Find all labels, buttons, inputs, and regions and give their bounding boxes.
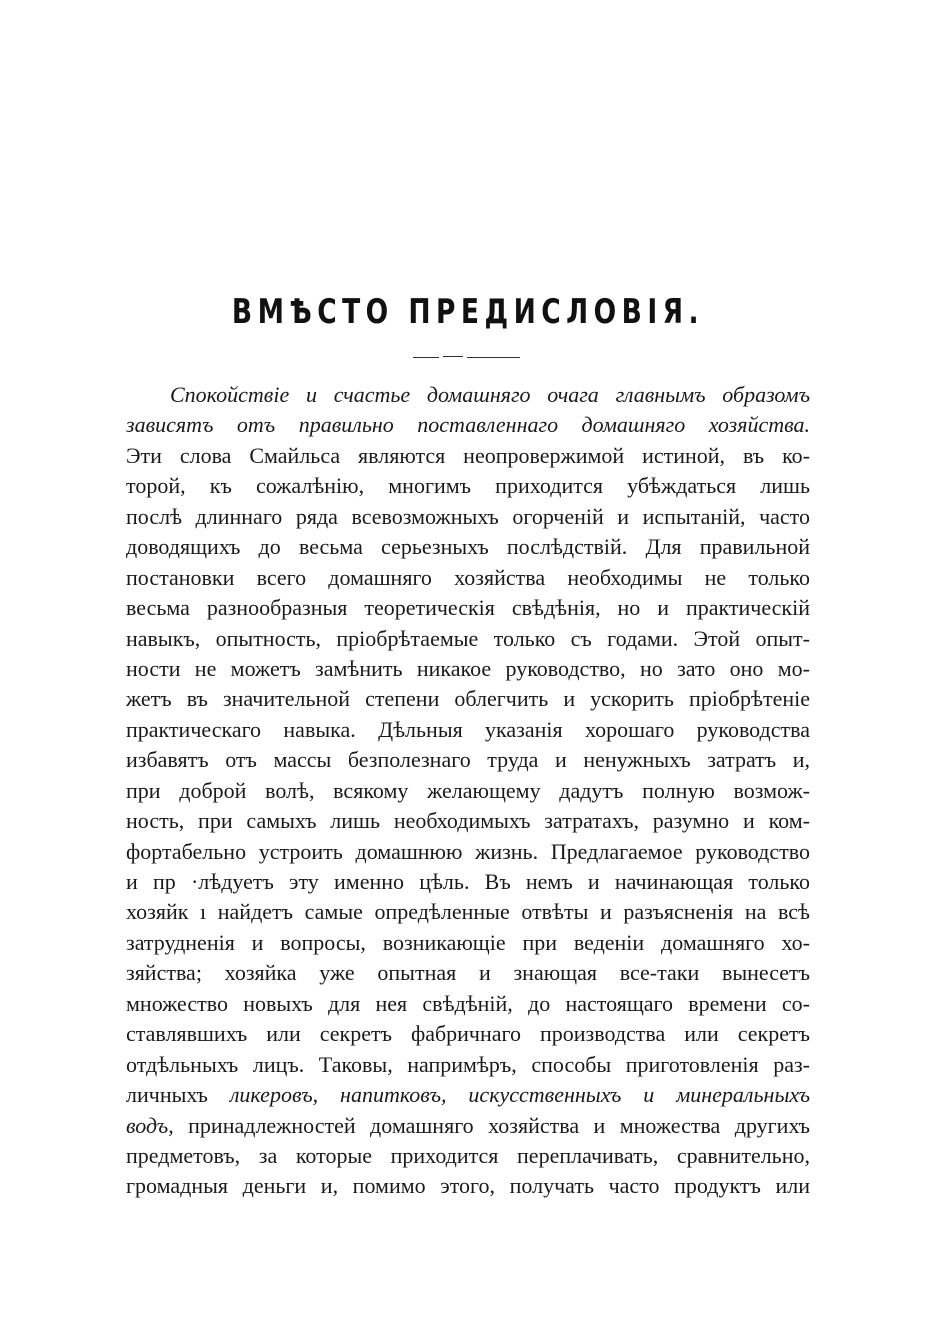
italic-text: ликеровъ, напитковъ, искусственныхъ и минеральныхъ	[229, 1082, 810, 1108]
title-divider	[413, 356, 520, 358]
text-segment: фортабельно устроить домашнюю жизнь. Предлагаемое руководство	[126, 838, 810, 864]
text-line	[126, 1171, 810, 1201]
text-segment: и пр ·лѣдуетъ эту именно цѣль. Въ немъ и начинающая только	[126, 869, 810, 894]
text-line	[126, 410, 810, 440]
text-segment: принадлежностей домашняго хозяйства и множества другихъ	[173, 1112, 810, 1138]
italic-text: зависятъ отъ правильно поставленнаго домашняго хозяйства.	[126, 412, 810, 438]
text-segment: избавятъ отъ массы безполезнаго труда и ненужныхъ затратъ и,	[126, 747, 810, 773]
text-segment: хозяйк ı найдетъ самые опредѣленные отвѣты и разъясненія на всѣ	[126, 899, 810, 925]
text-segment: затрудненія и вопросы, возникающіе при веденіи домашняго хо-	[126, 929, 810, 955]
text-line	[126, 1050, 810, 1080]
text-segment: громадныя деньги и, помимо этого, получать часто продуктъ или	[126, 1173, 810, 1199]
text-segment: практическаго навыка. Дѣльныя указанія хорошаго руководства	[126, 716, 810, 742]
text-line	[126, 1080, 810, 1110]
preface-text	[126, 380, 810, 1202]
text-line	[126, 928, 810, 958]
text-segment: постановки всего домашняго хозяйства необходимы не только	[126, 564, 810, 590]
text-line	[126, 684, 810, 714]
text-line	[126, 867, 810, 897]
text-line	[126, 441, 810, 471]
text-line	[126, 837, 810, 867]
text-line	[126, 989, 810, 1019]
text-segment: весьма разнообразныя теоретическія свѣдѣнія, но и практическій	[126, 595, 810, 621]
text-segment: ность, при самыхъ лишь необходимыхъ затратахъ, разумно и ком-	[126, 808, 810, 834]
text-line	[126, 958, 810, 988]
text-line	[126, 776, 810, 806]
text-segment: навыкъ, опытность, пріобрѣтаемые только съ годами. Этой опыт-	[126, 625, 810, 651]
text-segment: доводящихъ до весьма серьезныхъ послѣдствій. Для правильной	[126, 534, 810, 560]
text-line	[126, 897, 810, 927]
text-segment: торой, къ сожалѣнію, многимъ приходится убѣждаться лишь	[126, 473, 810, 499]
text-segment: послѣ длиннаго ряда всевозможныхъ огорченій и испытаній, часто	[126, 503, 810, 529]
text-segment: отдѣльныхъ лицъ. Таковы, напримѣръ, способы приготовленія раз-	[126, 1051, 810, 1077]
text-segment: множество новыхъ для нея свѣдѣній, до настоящаго времени со-	[126, 990, 810, 1016]
text-line	[126, 715, 810, 745]
text-line	[126, 593, 810, 623]
text-segment: при доброй волѣ, всякому желающему дадутъ полную возмож-	[126, 777, 810, 803]
text-line	[126, 806, 810, 836]
text-segment: ности не можетъ замѣнить никакое руководство, но зато оно мо-	[126, 655, 810, 681]
text-segment: жетъ въ значительной степени облегчить и ускорить пріобрѣтеніе	[126, 686, 810, 712]
text-line	[126, 563, 810, 593]
text-line	[126, 745, 810, 775]
text-line	[126, 624, 810, 654]
text-segment: предметовъ, за которые приходится переплачивать, сравнительно,	[126, 1142, 810, 1168]
text-segment: ставлявшихъ или секретъ фабричнаго производства или секретъ	[126, 1021, 810, 1047]
text-line	[126, 1141, 810, 1171]
italic-text: Спокойствіе и счастье домашняго очага главнымъ образомъ	[170, 382, 810, 407]
text-line	[126, 502, 810, 532]
text-segment: личныхъ	[126, 1082, 230, 1108]
text-line	[126, 532, 810, 562]
text-line	[126, 1019, 810, 1049]
text-segment: Эти слова Смайльса являются неопровержимой истиной, въ ко-	[126, 442, 810, 468]
text-line	[126, 654, 810, 684]
text-segment: зяйства; хозяйка уже опытная и знающая все-таки вынесетъ	[126, 960, 810, 986]
text-line	[126, 380, 810, 410]
text-line	[126, 471, 810, 501]
page-title: ВМѢСТО ПРЕДИСЛОВІЯ.	[231, 292, 705, 332]
text-line	[126, 1111, 810, 1141]
italic-text: водъ,	[126, 1112, 174, 1138]
